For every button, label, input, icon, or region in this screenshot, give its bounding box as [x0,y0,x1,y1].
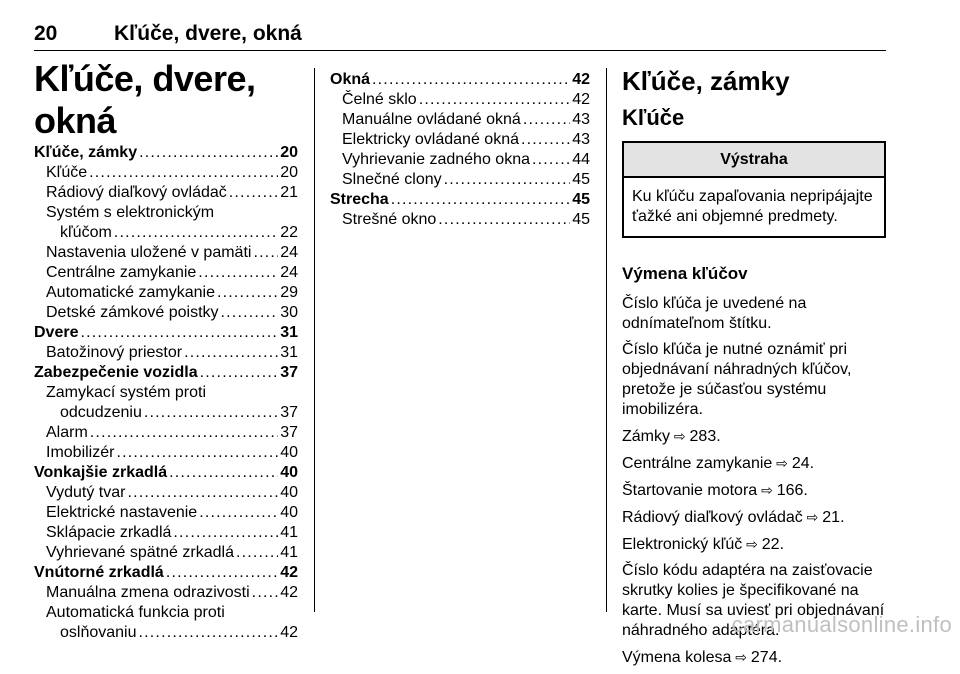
toc-entry-page: 43 [572,131,590,148]
toc-leader-dots [199,503,278,523]
page-reference[interactable]: 274. [750,649,783,666]
page-reference-arrow-icon: ⇨ [802,509,823,525]
toc-leader-dots [184,343,278,363]
page-reference[interactable]: 22. [761,536,785,553]
toc-entry-label: Strešné okno [342,211,437,228]
toc-entry-page: 20 [280,144,298,161]
toc-leader-dots [144,403,278,423]
toc-leader-dots [419,90,571,110]
toc-entry-label: Slnečné clony [342,171,442,188]
toc-entry-page: 45 [572,211,590,228]
toc-leader-dots [166,563,278,583]
toc-entry-page: 22 [280,224,298,241]
toc-entry-label: Strecha [330,191,389,208]
page-reference[interactable]: 166. [776,482,808,499]
toc-entry [34,303,298,323]
toc-entry [34,383,298,403]
toc-entry [34,323,298,343]
toc-entry [34,343,298,363]
toc-leader-dots [127,483,278,503]
toc-entry-label: Kľúče [46,164,88,181]
toc-entry-label: Sklápacie zrkadlá [46,524,172,541]
toc-leader-dots [372,70,570,90]
toc-entry-page: 21 [280,184,298,201]
warning-text: Ku kľúču zapaľovania nepripájajte ťažké ani objemné predmety. [632,188,873,225]
paragraph [622,507,888,528]
toc-middle-column [330,70,590,230]
warning-box [622,141,886,238]
toc-entry-page: 42 [280,624,298,641]
toc-entry [330,150,590,170]
toc-entry [330,70,590,90]
toc-entry-label: Elektrické nastavenie [46,504,198,521]
toc-entry [34,543,298,563]
toc-entry-page: 45 [572,191,590,208]
paragraph-text: Štartovanie motora [622,482,758,499]
toc-entry-page: 40 [280,444,298,461]
column-divider-left [314,68,315,612]
toc-entry [330,170,590,190]
chapter-title: Kľúče, dvere, okná [34,58,256,141]
page-reference[interactable]: 21. [822,509,845,526]
toc-entry-page: 29 [280,284,298,301]
toc-entry-label: Centrálne zamykanie [46,264,197,281]
paragraph [622,647,888,668]
toc-entry-page: 45 [572,171,590,188]
toc-leader-dots [252,583,279,603]
paragraph-text: Centrálne zamykanie [622,455,773,472]
toc-entry [34,223,298,243]
page-header [34,20,886,51]
paragraph-text: Číslo kľúča je nutné oznámiť pri objednávaní náhradných kľúčov, pretože je súčasťou systému imobilizéra. [622,341,852,418]
paragraph [622,534,888,555]
paragraph-text: Elektronický kľúč [622,536,743,553]
toc-entry-label: kľúčom [60,224,112,241]
toc-entry-label: Vonkajšie zrkadlá [34,464,168,481]
toc-leader-dots [236,543,278,563]
toc-entry [330,130,590,150]
toc-entry-label: Dvere [34,324,79,341]
toc-entry-page: 40 [280,464,298,481]
page-reference-arrow-icon: ⇨ [731,649,751,665]
toc-entry-page: 37 [280,364,298,381]
toc-entry [34,243,298,263]
toc-leader-dots [391,190,571,210]
toc-entry-page: 30 [280,304,298,321]
toc-entry-label: odcudzeniu [60,404,142,421]
toc-entry-page: 41 [280,524,298,541]
toc-entry [34,503,298,523]
page-reference-arrow-icon: ⇨ [670,428,690,444]
toc-leader-dots [253,243,278,263]
toc-leader-dots [173,523,278,543]
toc-entry-label: Vyhrievané spätné zrkadlá [46,544,234,561]
toc-entry-label: Systém s elektronickým [46,204,215,221]
toc-entry [34,163,298,183]
toc-entry-label: Nastavenia uložené v pamäti [46,244,252,261]
toc-entry [34,183,298,203]
toc-entry [330,210,590,230]
toc-entry [34,583,298,603]
toc-entry-page: 37 [280,404,298,421]
toc-entry [34,263,298,283]
toc-entry [34,463,298,483]
toc-leader-dots [139,143,278,163]
toc-entry-label: Manuálne ovládané okná [342,111,521,128]
toc-entry-label: Vnútorné zrkadlá [34,564,164,581]
paragraph-text: Číslo kódu adaptéra na zaisťovacie skrutky kolies je špecifikované na karte. Musí sa uviesť pri objednávaní náhradného adaptéra. [622,562,885,639]
toc-entry-label: Čelné sklo [342,91,417,108]
toc-leader-dots [221,303,279,323]
toc-entry [34,143,298,163]
toc-entry-page: 42 [280,564,298,581]
toc-entry [34,363,298,383]
toc-entry-page: 24 [280,244,298,261]
toc-leader-dots [444,170,571,190]
toc-entry-label: oslňovaniu [60,624,137,641]
toc-entry [34,563,298,583]
toc-entry-label: Detské zámkové poistky [46,304,219,321]
toc-entry-label: Vydutý tvar [46,484,126,501]
toc-entry [330,110,590,130]
toc-leader-dots [438,210,570,230]
toc-leader-dots [229,183,278,203]
toc-entry [330,90,590,110]
toc-entry-label: Okná [330,71,371,88]
warning-title: Výstraha [624,143,884,178]
paragraph [622,453,888,474]
toc-leader-dots [217,283,278,303]
toc-entry-page: 41 [280,544,298,561]
paragraph-text: Výmena kolesa [622,649,732,666]
toc-entry-page: 44 [572,151,590,168]
toc-entry-label: Automatické zamykanie [46,284,215,301]
paragraph-text: Rádiový diaľkový ovládač [622,509,803,526]
toc-leader-dots [200,363,279,383]
section-heading: Kľúče, zámky [622,66,790,96]
paragraph [622,426,888,447]
toc-entry-label: Imobilizér [46,444,115,461]
toc-leader-dots [80,323,278,343]
toc-entry-label: Elektricky ovládané okná [342,131,519,148]
toc-leader-dots [139,623,279,643]
toc-entry [34,423,298,443]
toc-leader-dots [521,130,570,150]
toc-left-column [34,143,298,643]
toc-leader-dots [169,463,278,483]
watermark: carmanualsonline.info [731,612,952,637]
toc-entry-label: Zamykací systém proti [46,384,207,401]
toc-entry [34,523,298,543]
content-column [622,66,888,674]
toc-entry-label: Alarm [46,424,88,441]
toc-entry-page: 37 [280,424,298,441]
toc-entry-page: 42 [280,584,298,601]
page-reference-arrow-icon: ⇨ [742,536,762,552]
toc-leader-dots [523,110,570,130]
toc-entry-label: Kľúče, zámky [34,144,138,161]
key-replacement-heading: Výmena kľúčov [622,264,748,283]
toc-entry-label: Batožinový priestor [46,344,183,361]
paragraph-text: Zámky [622,428,670,445]
toc-entry-page: 42 [572,71,590,88]
toc-entry [34,443,298,463]
subsection-heading: Kľúče [622,105,685,130]
toc-entry-page: 24 [280,264,298,281]
page-reference-arrow-icon: ⇨ [772,455,792,471]
toc-entry-label: Zabezpečenie vozidla [34,364,198,381]
toc-entry [330,190,590,210]
paragraph [622,294,888,334]
toc-entry [34,283,298,303]
running-title: Kľúče, dvere, okná [114,22,302,45]
toc-entry [34,203,298,223]
toc-entry-page: 42 [572,91,590,108]
page-reference[interactable]: 24. [791,455,815,472]
paragraph [622,340,888,420]
page-number: 20 [34,22,58,45]
toc-entry [34,623,298,643]
toc-entry-label: Automatická funkcia proti [46,604,225,621]
column-divider-right [606,68,607,612]
toc-leader-dots [114,223,278,243]
toc-leader-dots [198,263,278,283]
toc-entry-label: Rádiový diaľkový ovládač [46,184,227,201]
toc-leader-dots [532,150,570,170]
toc-entry-page: 40 [280,484,298,501]
toc-entry [34,603,298,623]
paragraph-text: Číslo kľúča je uvedené na odnímateľnom štítku. [622,295,807,332]
toc-entry-page: 31 [280,324,298,341]
toc-entry-page: 40 [280,504,298,521]
toc-entry-page: 43 [572,111,590,128]
paragraph [622,480,888,501]
page-reference-arrow-icon: ⇨ [757,482,777,498]
toc-leader-dots [116,443,278,463]
toc-entry [34,403,298,423]
toc-entry-label: Manuálna zmena odrazivosti [46,584,250,601]
toc-entry-page: 20 [280,164,298,181]
toc-entry-page: 31 [280,344,298,361]
toc-leader-dots [90,423,278,443]
toc-entry [34,483,298,503]
page-reference[interactable]: 283. [689,428,721,445]
toc-leader-dots [89,163,278,183]
toc-entry-label: Vyhrievanie zadného okna [342,151,530,168]
